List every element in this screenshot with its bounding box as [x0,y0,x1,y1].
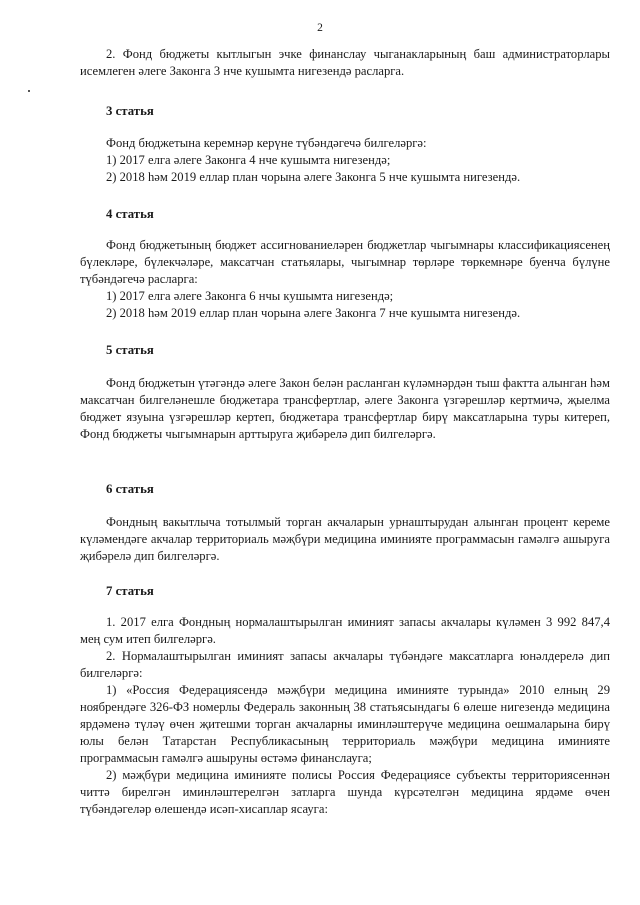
article-6-heading: 6 статья [106,482,154,496]
article-7-paragraph-3: 1) «Россия Федерациясендә мәҗбүри медицина иминияте турында» 2010 елның 29 ноябрендәге 326-ФЗ номерлы Федераль законның 38 статьясындагы 6 өлеше нигезендә медицина ярдәменә түләү өчен җитешми торган акчаларны иминләштерүче медицина оешмаларына бирү юлы белән Татарстан Республикасының территориаль мәҗбүри медицина иминияте программасын гамәлгә ашыруны өстәмә финанслауга; [80,683,610,765]
intro-paragraph [80,46,610,80]
scan-artifact-dot [28,90,30,92]
article-4-heading: 4 статья [106,207,154,221]
article-7-paragraph-1: 1. 2017 елга Фондның нормалаштырылган иминият запасы акчалары күләмен 3 992 847,4 мең сум итеп билгеләргә. [80,615,610,646]
article-6-body [80,514,610,565]
article-3-text: Фонд бюджетына керемнәр керүне түбәндәгечә билгеләргә: [106,136,427,150]
article-7-paragraph-4: 2) мәҗбүри медицина иминияте полисы Россия Федерациясе субъекты территориясеннән читтә бирелгән иминләштерелгән затларга шунда күрсәтелгән медицина ярдәме өчен түбәндәгеләр өлешендә исәп-хисаплар ясауга: [80,768,610,816]
article-6-text: Фондның вакытлыча тотылмый торган акчаларын урнаштырудан алынган процент кереме күләмендәге акчалар территориаль мәҗбүри медицина иминияте программасын гамәлгә ашыруга җибәрелә дип билгеләргә. [80,515,610,563]
article-4-body [80,237,610,322]
intro-text: 2. Фонд бюджеты кытлыгын эчке финанслау чыганакларының баш администраторлары исемлеген әлеге Законга 3 нче кушымта нигезендә расларга. [80,47,610,78]
article-3-heading: 3 статья [106,104,154,118]
article-7-body [80,614,610,818]
article-7-heading: 7 статья [106,584,154,598]
article-5-body [80,375,610,443]
article-4-item-2: 2) 2018 һәм 2019 еллар план чорына әлеге Законга 7 нче кушымта нигезендә. [106,306,521,320]
article-7-paragraph-2: 2. Нормалаштырылган иминият запасы акчалары түбәндәге максатларга юнәлдерелә дип билгеләргә: [80,649,610,680]
article-4-text: Фонд бюджетының бюджет ассигнованиеләрен бюджетлар чыгымнары классификациясенең бүлекләре, бүлекчәләре, максатчан статьялары, чыгымнар төрләре төркемнәре буенча бүлүне түбәндәгечә расларга: [80,238,610,286]
article-3-item-1: 1) 2017 елга әлеге Законга 4 нче кушымта нигезендә; [106,153,391,167]
article-5-text: Фонд бюджетын үтәгәндә әлеге Закон белән расланган күләмнәрдән тыш фактта алынган һәм максатчан билгеләнешле бюджетара трансфертлар, әлеге Законга үзгәрешләр кертмичә, җыелма бюджет язуына үзгәрешләр кертеп, бюджетара трансфертлар бирү максатларына туры китереп, Фонд бюджеты чыгымнарын арттыруга җибәрелә дип билгеләргә. [80,376,610,441]
article-3-body [80,135,610,186]
page-number: 2 [317,22,323,34]
article-5-heading: 5 статья [106,343,154,357]
article-4-item-1: 1) 2017 елга әлеге Законга 6 нчы кушымта нигезендә; [106,289,394,303]
article-3-item-2: 2) 2018 һәм 2019 еллар план чорына әлеге Законга 5 нче кушымта нигезендә. [106,170,521,184]
